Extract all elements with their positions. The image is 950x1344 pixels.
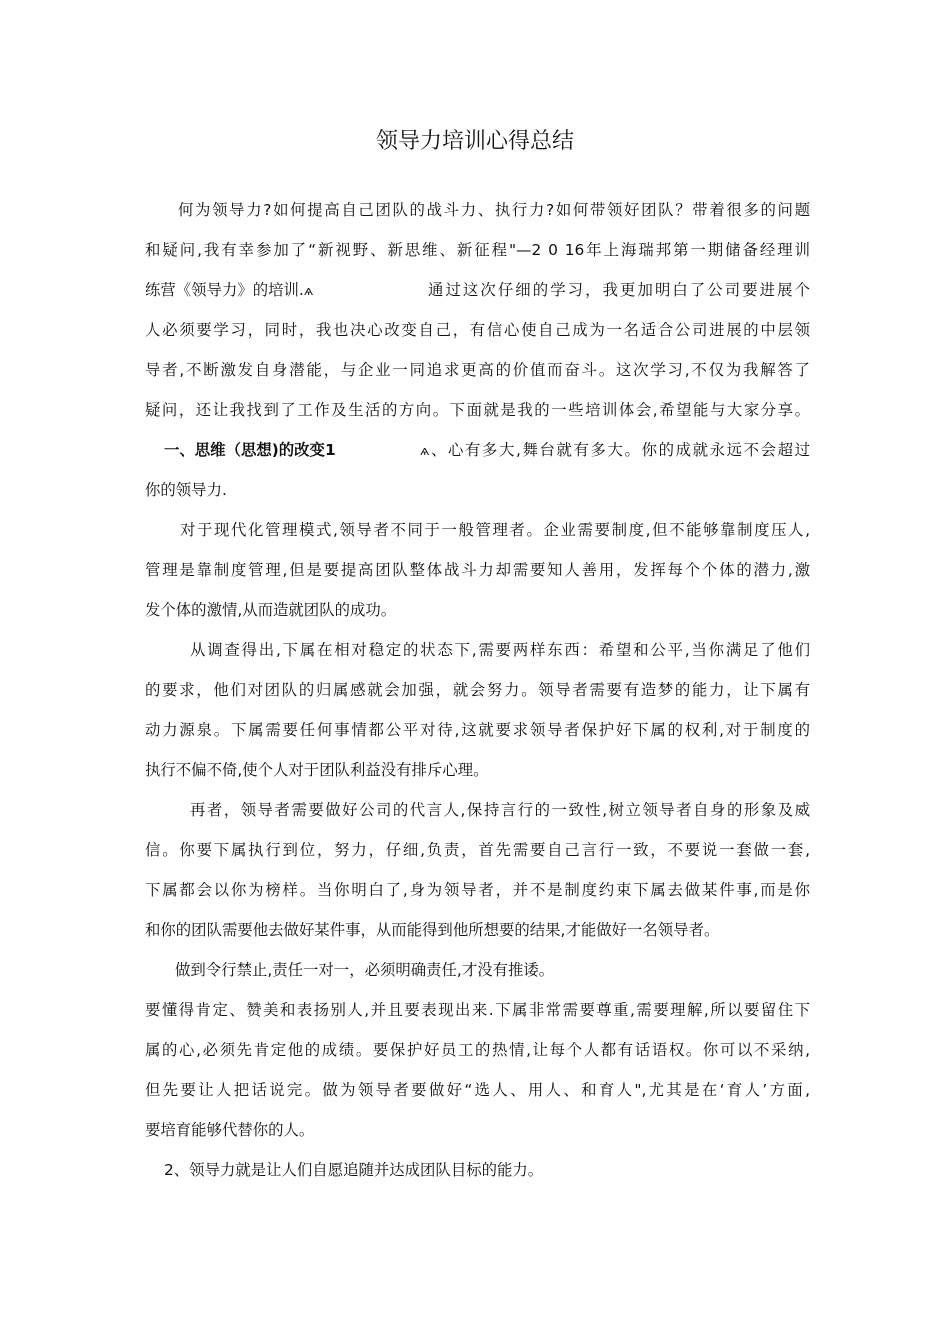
- paragraph-line: 再者，领导者需要做好公司的代言人,保持言行的一致性,树立领导者自身的形象及威: [190, 801, 810, 819]
- paragraph-line: 2、领导力就是让人们自愿追随并达成团队目标的能力。: [164, 1161, 544, 1179]
- paragraph-line: 疑问，还让我找到了工作及生活的方向。下面就是我的一些培训体会,希望能与大家分享。: [145, 401, 810, 419]
- paragraph-line: 发个体的激情,从而造就团队的成功。: [145, 601, 397, 619]
- paragraph-line: 对于现代化管理模式,领导者不同于一般管理者。企业需要制度,但不能够靠制度压人,: [180, 521, 810, 539]
- paragraph-line: 你的领导力.: [145, 481, 227, 499]
- paragraph-line: 要培育能够代替你的人。: [145, 1121, 315, 1139]
- stray-mark: ѧ: [303, 284, 314, 298]
- section-heading: 一、思维（思想)的改变1: [164, 441, 336, 459]
- paragraph-line: 导者,不断激发自身潜能，与企业一同追求更高的价值而奋斗。这次学习,不仅为我解答了: [145, 361, 810, 379]
- paragraph-line: 何为领导力?如何提高自己团队的战斗力、执行力?如何带领好团队？带着很多的问题: [178, 201, 810, 219]
- paragraph-line: 人必须要学习，同时，我也决心改变自己，有信心使自己成为一名适合公司进展的中层领: [145, 321, 810, 339]
- paragraph-text: 、心有多大,舞台就有多大。你的成就永远不会超过: [429, 441, 810, 459]
- paragraph-line: 下属都会以你为榜样。当你明白了,身为领导者，并不是制度约束下属去做某件事,而是你: [145, 881, 810, 899]
- paragraph-line: 管理是靠制度管理,但是要提高团队整体战斗力却需要知人善用，发挥每个个体的潜力,激: [145, 561, 810, 579]
- paragraph-line: 的要求，他们对团队的归属感就会加强，就会努力。领导者需要有造梦的能力，让下属有: [145, 681, 810, 699]
- paragraph-line: 做到令行禁止,责任一对一，必须明确责任,才没有推诿。: [175, 961, 555, 979]
- stray-mark: ѧ: [420, 444, 430, 458]
- paragraph-line: 动力源泉。下属需要任何事情都公平对待,这就要求领导者保护好下属的权利,对于制度的: [145, 721, 810, 739]
- document-title: 领导力培训心得总结: [375, 129, 574, 154]
- paragraph-text: 练营《领导力》的培训.: [145, 281, 304, 299]
- paragraph-line: 信。你要下属执行到位，努力，仔细,负责，首先需要自己言行一致，不要说一套做一套,: [145, 841, 810, 859]
- paragraph-line: 属的心,必须先肯定他的成绩。要保护好员工的热情,让每个人都有话语权。你可以不采纳,: [145, 1041, 810, 1059]
- paragraph-line: 通过这次仔细的学习，我更加明白了公司要进展个: [428, 281, 810, 299]
- paragraph-line: 执行不偏不倚,使个人对于团队利益没有排斥心理。: [145, 761, 489, 779]
- paragraph-line: [420, 440, 810, 461]
- paragraph-line: 但先要让人把话说完。做为领导者要做好“选人、用人、和育人",尤其是在‘育人’方面,: [145, 1081, 810, 1099]
- paragraph-line: [145, 280, 313, 301]
- paragraph-line: 和你的团队需要他去做好某件事，从而能得到他所想要的结果,才能做好一名领导者。: [145, 921, 720, 939]
- paragraph-line: 和疑问,我有幸参加了“新视野、新思维、新征程"—2 0 16年上海瑞邦第一期储备经理训: [145, 241, 810, 259]
- paragraph-line: 要懂得肯定、赞美和表扬别人,并且要表现出来.下属非常需要尊重,需要理解,所以要留住下: [145, 1001, 810, 1019]
- paragraph-line: 从调查得出,下属在相对稳定的状态下,需要两样东西：希望和公平,当你满足了他们: [190, 641, 810, 659]
